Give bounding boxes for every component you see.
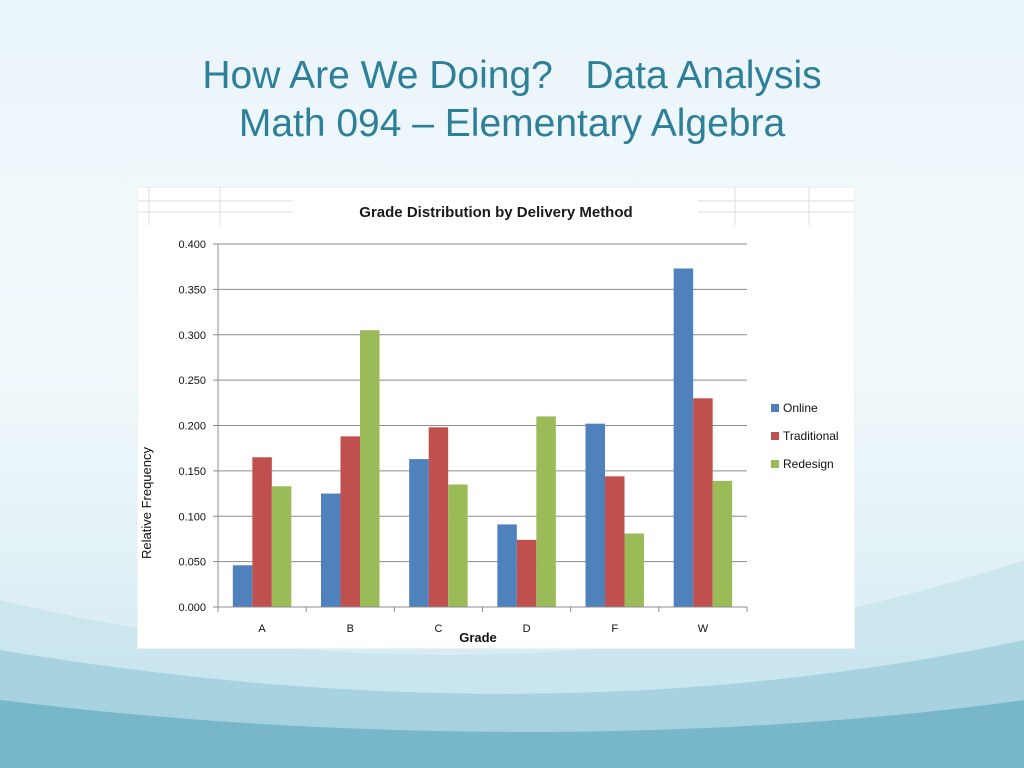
bar-redesign-d <box>536 416 556 607</box>
bar-online-a <box>233 565 253 607</box>
bar-online-c <box>409 459 429 607</box>
slide-title-line2: Math 094 – Elementary Algebra <box>238 102 786 145</box>
slide-title-line1: How Are We Doing? Data Analysis <box>202 54 822 97</box>
x-tick-label: B <box>346 623 354 635</box>
bar-redesign-f <box>625 533 645 607</box>
x-tick-label: D <box>522 623 531 635</box>
bar-online-d <box>497 524 517 607</box>
bar-online-b <box>321 494 341 607</box>
bar-traditional-b <box>341 436 361 607</box>
y-tick-label: 0.250 <box>178 375 206 388</box>
y-tick-label: 0.000 <box>178 602 206 614</box>
x-tick-label: F <box>611 623 619 635</box>
chart-container <box>137 187 855 649</box>
bar-redesign-a <box>272 486 292 607</box>
slide-title <box>0 52 1024 148</box>
legend-swatch-traditional <box>771 432 779 440</box>
grade-distribution-chart <box>137 187 855 649</box>
legend-swatch-redesign <box>771 460 779 468</box>
bar-redesign-c <box>448 484 468 607</box>
bar-online-f <box>586 424 606 607</box>
x-tick-label: W <box>697 623 709 635</box>
y-tick-label: 0.150 <box>178 465 206 478</box>
legend-swatch-online <box>771 404 779 412</box>
y-tick-label: 0.400 <box>178 239 206 251</box>
bar-traditional-c <box>429 427 449 607</box>
x-tick-label: A <box>258 623 266 635</box>
bar-redesign-b <box>360 330 380 607</box>
bar-online-w <box>674 269 694 607</box>
legend-label-traditional: Traditional <box>783 429 839 443</box>
y-tick-label: 0.100 <box>178 511 206 524</box>
y-tick-label: 0.350 <box>178 284 206 297</box>
y-tick-label: 0.050 <box>178 556 206 569</box>
bar-traditional-a <box>252 457 272 607</box>
bar-traditional-f <box>605 476 625 607</box>
bar-redesign-w <box>713 481 733 607</box>
y-axis-title: Relative Frequency <box>139 447 154 559</box>
x-axis-title: Grade <box>459 630 497 645</box>
bar-traditional-d <box>517 540 537 607</box>
y-tick-label: 0.200 <box>178 420 206 433</box>
bar-traditional-w <box>693 398 713 607</box>
legend-label-redesign: Redesign <box>783 457 834 471</box>
x-tick-label: C <box>434 623 443 635</box>
legend-label-online: Online <box>783 401 818 415</box>
chart-title: Grade Distribution by Delivery Method <box>359 204 633 221</box>
y-tick-label: 0.300 <box>178 329 206 342</box>
